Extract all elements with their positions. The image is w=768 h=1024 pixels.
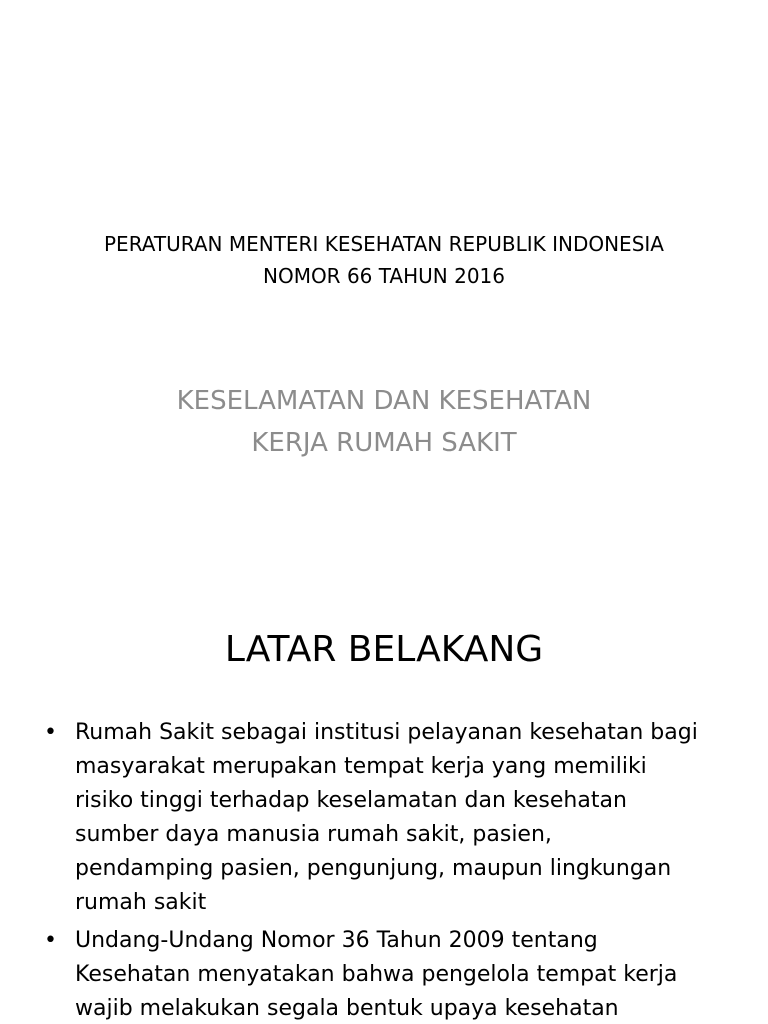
bullet-item [44, 924, 734, 1024]
bullet-item [44, 716, 734, 920]
regulation-title [40, 228, 728, 292]
bullet-icon: • [44, 928, 57, 953]
bullet-text-line: wajib melakukan segala bentuk upaya kesehatan [75, 996, 619, 1021]
bullet-text-line: Rumah Sakit sebagai institusi pelayanan kesehatan bagi [75, 720, 698, 745]
regulation-title-line: PERATURAN MENTERI KESEHATAN REPUBLIK INDONESIA [104, 232, 664, 256]
bullet-icon: • [44, 720, 57, 745]
bullet-text-line: pendamping pasien, pengunjung, maupun lingkungan [75, 856, 672, 881]
section-heading: LATAR BELAKANG [224, 629, 544, 670]
bullet-text-line: risiko tinggi terhadap keselamatan dan kesehatan [75, 788, 627, 813]
bullet-list [44, 716, 734, 1024]
bullet-text-line: masyarakat merupakan tempat kerja yang memiliki [75, 754, 647, 779]
subtitle-line: KESELAMATAN DAN KESEHATAN [176, 386, 592, 416]
regulation-subtitle [60, 380, 708, 464]
bullet-text-line: rumah sakit [75, 890, 207, 915]
regulation-number-line: NOMOR 66 TAHUN 2016 [262, 264, 505, 288]
bullet-text-line: Kesehatan menyatakan bahwa pengelola tempat kerja [75, 962, 678, 987]
bullet-text-line: Undang-Undang Nomor 36 Tahun 2009 tentang [75, 928, 598, 953]
subtitle-line: KERJA RUMAH SAKIT [251, 428, 517, 458]
slide-2 [0, 576, 768, 1024]
bullet-text-line: sumber daya manusia rumah sakit, pasien, [75, 822, 552, 847]
